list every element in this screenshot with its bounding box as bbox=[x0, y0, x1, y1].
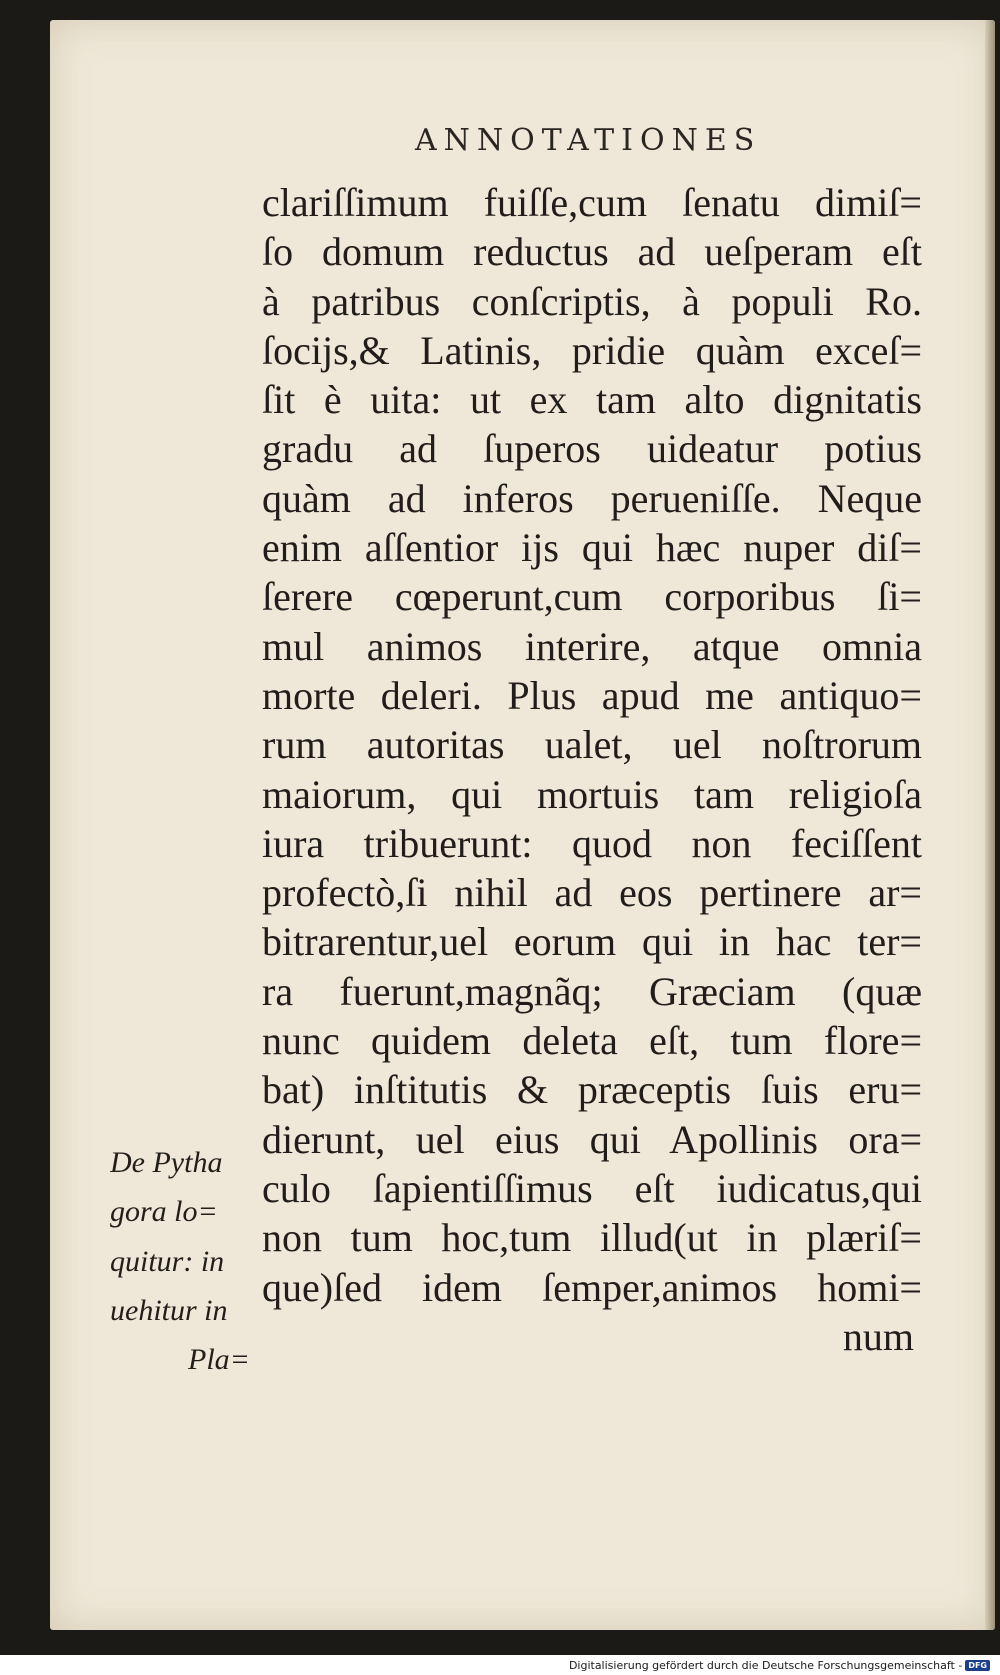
text-line: morte deleri. Plus apud me antiquo= bbox=[262, 672, 922, 718]
text-line: bitrarentur,uel eorum qui in hac ter= bbox=[262, 919, 922, 965]
text-line: bat) inſtitutis & præceptis ſuis eru= bbox=[262, 1067, 922, 1113]
text-line: dierunt, uel eius qui Apollinis ora= bbox=[262, 1116, 922, 1162]
marginal-note-line: quitur: in bbox=[110, 1244, 225, 1278]
credit-text: Digitalisierung gefördert durch die Deutsche Forschungsgemeinschaft - bbox=[568, 1659, 963, 1672]
text-line: ſerere cœperunt,cum corporibus ſi= bbox=[262, 574, 922, 620]
marginal-note-line: De Pytha bbox=[110, 1146, 223, 1179]
running-head: ANNOTATIONES bbox=[415, 123, 762, 158]
marginal-note-line: uehitur in bbox=[110, 1293, 228, 1327]
marginal-note-line: gora lo= bbox=[110, 1195, 218, 1229]
text-line: iura tribuerunt: quod non feciſſent bbox=[262, 820, 922, 866]
text-line: ſit è uita: ut ex tam alto dignitatis bbox=[262, 377, 922, 423]
text-line: mul animos interire, atque omnia bbox=[262, 623, 922, 669]
text-line: rum autoritas ualet, uel noſtrorum bbox=[262, 722, 922, 768]
text-line: ſo domum reductus ad ueſperam eſt bbox=[262, 229, 922, 275]
text-line: clariſſimum fuiſſe,cum ſenatu dimiſ= bbox=[262, 180, 922, 225]
page-edge bbox=[985, 20, 995, 1630]
text-line: ra fuerunt,magnãq; Græciam (quæ bbox=[262, 968, 922, 1014]
text-line: que)ſed idem ſemper,animos homi= bbox=[262, 1264, 922, 1310]
text-line: quàm ad inferos perueniſſe. Neque bbox=[262, 475, 922, 521]
marginal-note bbox=[110, 1138, 255, 1384]
text-line: maiorum, qui mortuis tam religioſa bbox=[262, 771, 922, 817]
marginal-note-line: Pla= bbox=[188, 1343, 250, 1377]
text-line: gradu ad ſuperos uideatur potius bbox=[262, 426, 922, 472]
dfg-logo: DFG bbox=[965, 1660, 990, 1671]
text-line: profectò,ſi nihil ad eos pertinere ar= bbox=[262, 870, 922, 916]
text-line: nunc quidem deleta eſt, tum flore= bbox=[262, 1018, 922, 1064]
body-text bbox=[262, 178, 922, 1361]
text-line: à patribus conſcriptis, à populi Ro. bbox=[262, 278, 922, 324]
text-line: ſocijs,& Latinis, pridie quàm exceſ= bbox=[262, 327, 922, 373]
catchword: num bbox=[842, 1313, 914, 1359]
text-line: non tum hoc,tum illud(ut in plæriſ= bbox=[262, 1215, 922, 1261]
digitization-credit bbox=[569, 1659, 990, 1672]
text-line: enim aſſentior ijs qui hæc nuper diſ= bbox=[262, 525, 922, 571]
text-line: culo ſapientiſſimus eſt iudicatus,qui bbox=[262, 1165, 922, 1211]
